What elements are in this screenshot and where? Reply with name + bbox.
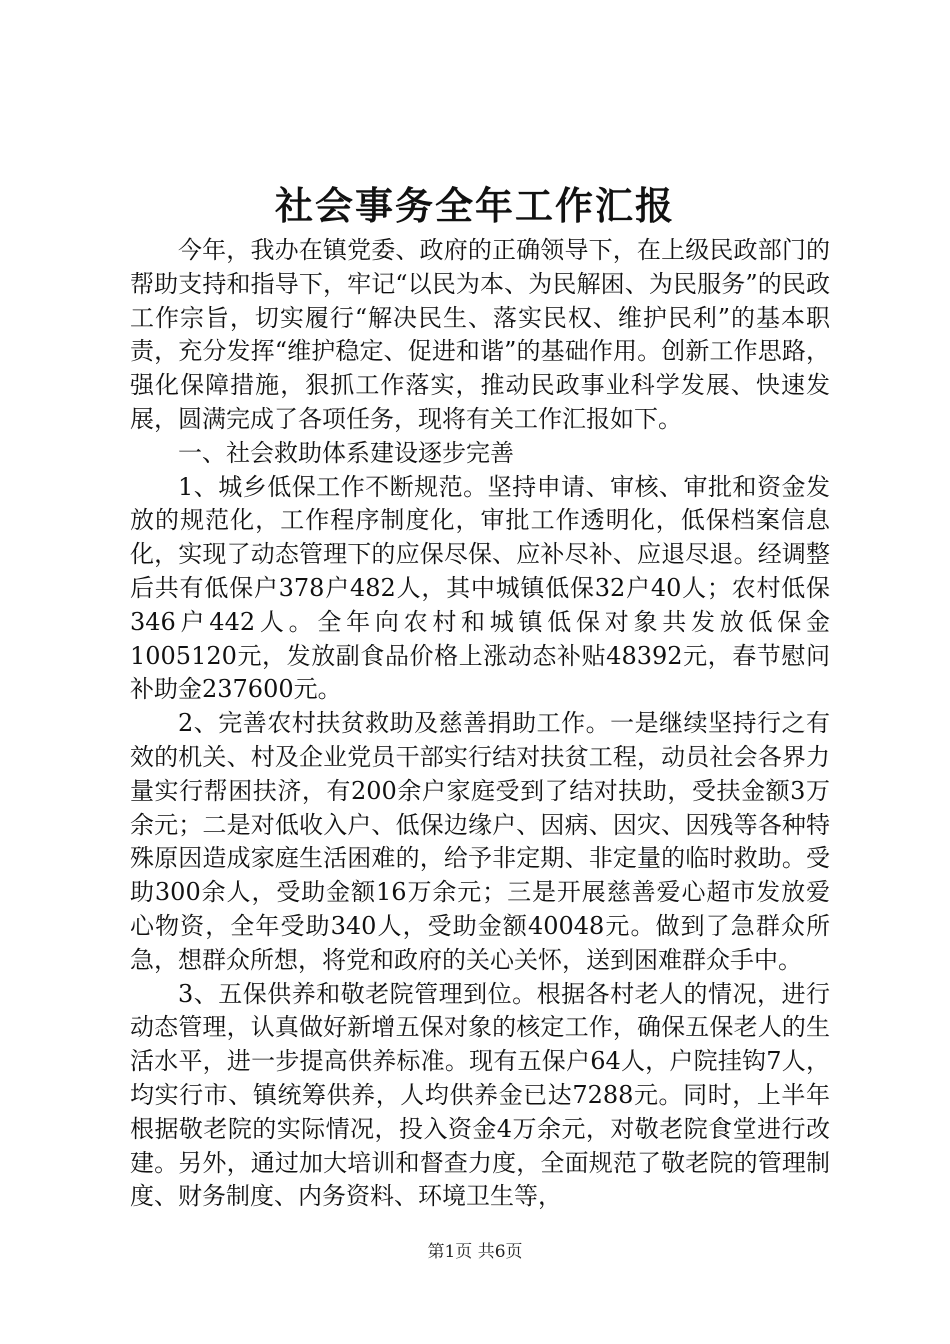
body-paragraph-2: 2、完善农村扶贫救助及慈善捐助工作。一是继续坚持行之有效的机关、村及企业党员干部实行结对扶贫工程，动员社会各界力量实行帮困扶济，有200余户家庭受到了结对扶助，受扶金额3万余元；二是对低收入户、低保边缘户、因病、因灾、因残等各种特殊原因造成家庭生活困难的，给予非定期、非定量的临时救助。受助300余人，受助金额16万余元；三是开展慈善爱心超市发放爱心物资，全年受助340人，受助金额40048元。做到了急群众所急，想群众所想，将党和政府的关心关怀，送到困难群众手中。 (130, 709, 830, 974)
body-paragraph-1: 1、城乡低保工作不断规范。坚持申请、审核、审批和资金发放的规范化，工作程序制度化，审批工作透明化，低保档案信息化，实现了动态管理下的应保尽保、应补尽补、应退尽退。经调整后共有低保户378户482人，其中城镇低保32户40人；农村低保346户442人。全年向农村和城镇低保对象共发放低保金1005120元，发放副食品价格上涨动态补贴48392元，春节慰问补助金237600元。 (130, 472, 830, 704)
intro-paragraph: 今年，我办在镇党委、政府的正确领导下，在上级民政部门的帮助支持和指导下，牢记“以民为本、为民解困、为民服务”的民政工作宗旨，切实履行“解决民生、落实民权、维护民利”的基本职责，充分发挥“维护稳定、促进和谐”的基础作用。创新工作思路，强化保障措施，狠抓工作落实，推动民政事业科学发展、快速发展，圆满完成了各项任务，现将有关工作汇报如下。 (130, 236, 830, 433)
document-title: 社会事务全年工作汇报 (274, 183, 675, 228)
page-number-footer: 第1页 共6页 (427, 1242, 523, 1262)
document-body (130, 234, 830, 1214)
body-paragraph-3: 3、五保供养和敬老院管理到位。根据各村老人的情况，进行动态管理，认真做好新增五保对象的核定工作，确保五保老人的生活水平，进一步提高供养标准。现有五保户64人，户院挂钩7人，均实行市、镇统筹供养，人均供养金已达7288元。同时，上半年根据敬老院的实际情况，投入资金4万余元，对敬老院食堂进行改建。另外，通过加大培训和督查力度，全面规范了敬老院的管理制度、财务制度、内务资料、环境卫生等， (130, 979, 830, 1211)
section-heading: 一、社会救助体系建设逐步完善 (178, 438, 514, 467)
